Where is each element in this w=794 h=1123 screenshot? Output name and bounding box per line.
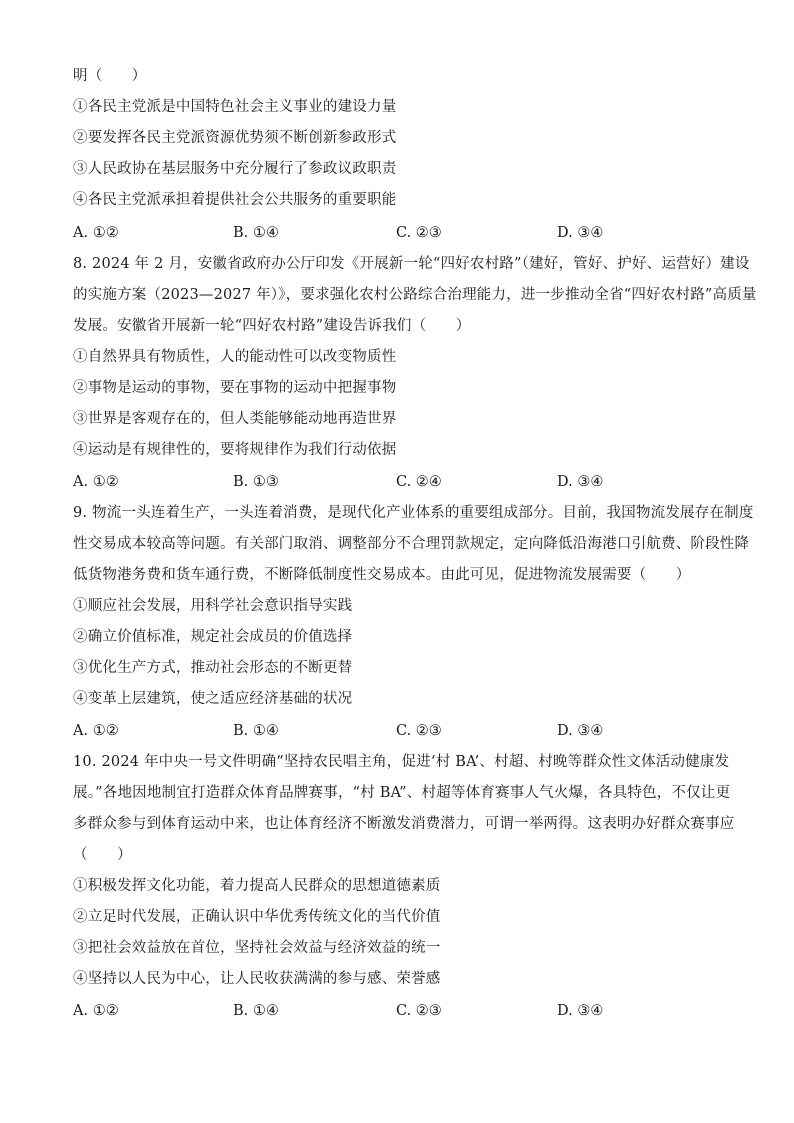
question-9-option-b: B. ①④ <box>233 723 279 739</box>
question-9-stem-line-2: 性交易成本较高等问题。有关部门取消、调整部分不合理罚款规定，定向降低沿海港口引航费、阶段性降 <box>73 536 750 552</box>
question-8-stem-line-2: 的实施方案（2023—2027 年）》，要求强化农村公路综合治理能力，进一步推动全省“四好农村路”高质量 <box>73 287 757 303</box>
question-9-statement-1: ①顺应社会发展，用科学社会意识指导实践 <box>73 598 353 614</box>
question-7-statement-3: ③人民政协在基层服务中充分履行了参政议政职责 <box>73 161 397 177</box>
question-10-options <box>73 1001 733 1021</box>
question-9-option-a: A. ①② <box>73 723 119 739</box>
question-9-option-c: C. ②③ <box>396 723 442 739</box>
question-10-stem-line-1: 10. 2024 年中央一号文件明确“坚持农民唱主角，促进‘村 BA’、村超、村晚等群众性文体活动健康发 <box>73 754 730 770</box>
question-7-options <box>73 223 733 243</box>
question-9-stem-line-1: 9. 物流一头连着生产，一头连着消费，是现代化产业体系的重要组成部分。目前，我国物流发展存在制度 <box>73 505 754 521</box>
question-7-option-b: B. ①④ <box>233 225 279 241</box>
question-9-stem-line-3: 低货物港务费和货车通行费，不断降低制度性交易成本。由此可见，促进物流发展需要（ ） <box>73 567 691 583</box>
question-7-option-d: D. ③④ <box>557 225 604 241</box>
question-8-option-d: D. ③④ <box>557 474 604 490</box>
question-8-option-c: C. ②④ <box>396 474 442 490</box>
question-10-option-a: A. ①② <box>73 1003 119 1019</box>
question-7-stem-tail: 明（ ） <box>73 68 147 84</box>
question-7-statement-2: ②要发挥各民主党派资源优势须不断创新参政形式 <box>73 130 397 146</box>
question-8-stem-line-1: 8. 2024 年 2 月，安徽省政府办公厅印发《开展新一轮“四好农村路”（建好，管好、护好、运营好）建设 <box>73 256 750 272</box>
question-10-option-b: B. ①④ <box>233 1003 279 1019</box>
question-7-option-a: A. ①② <box>73 225 119 241</box>
question-8-statement-3: ③世界是客观存在的，但人类能够能动地再造世界 <box>73 411 397 427</box>
question-7-option-c: C. ②③ <box>396 225 442 241</box>
question-9-statement-3: ③优化生产方式，推动社会形态的不断更替 <box>73 660 353 676</box>
question-9-option-d: D. ③④ <box>557 723 604 739</box>
question-10-statement-2: ②立足时代发展，正确认识中华优秀传统文化的当代价值 <box>73 909 441 925</box>
question-8-statement-2: ②事物是运动的事物，要在事物的运动中把握事物 <box>73 380 397 396</box>
question-7-statement-4: ④各民主党派承担着提供社会公共服务的重要职能 <box>73 192 397 208</box>
question-10-option-c: C. ②③ <box>396 1003 442 1019</box>
question-10-statement-4: ④坚持以人民为中心，让人民收获满满的参与感、荣誉感 <box>73 971 441 987</box>
question-10-option-d: D. ③④ <box>557 1003 604 1019</box>
question-10-stem-line-4: （ ） <box>73 847 132 863</box>
question-8-options <box>73 472 733 492</box>
question-10-statement-3: ③把社会效益放在首位，坚持社会效益与经济效益的统一 <box>73 940 441 956</box>
question-7-statement-1: ①各民主党派是中国特色社会主义事业的建设力量 <box>73 99 397 115</box>
question-8-option-b: B. ①③ <box>233 474 279 490</box>
question-9-options <box>73 721 733 741</box>
question-10-stem-line-3: 多群众参与到体育运动中来，也让体育经济不断激发消费潜力，可谓一举两得。这表明办好群众赛事应 <box>73 816 735 832</box>
question-8-statement-1: ①自然界具有物质性，人的能动性可以改变物质性 <box>73 349 397 365</box>
question-8-option-a: A. ①② <box>73 474 119 490</box>
question-8-statement-4: ④运动是有规律性的，要将规律作为我们行动依据 <box>73 442 397 458</box>
question-8-stem-line-3: 发展。安徽省开展新一轮“四好农村路”建设告诉我们（ ） <box>73 318 471 334</box>
question-10-stem-line-2: 展。”各地因地制宜打造群众体育品牌赛事，“村 BA”、村超等体育赛事人气火爆，各具特色，不仅让更 <box>73 785 731 801</box>
question-9-statement-2: ②确立价值标准，规定社会成员的价值选择 <box>73 629 353 645</box>
question-10-statement-1: ①积极发挥文化功能，着力提高人民群众的思想道德素质 <box>73 878 441 894</box>
question-9-statement-4: ④变革上层建筑，使之适应经济基础的状况 <box>73 691 353 707</box>
